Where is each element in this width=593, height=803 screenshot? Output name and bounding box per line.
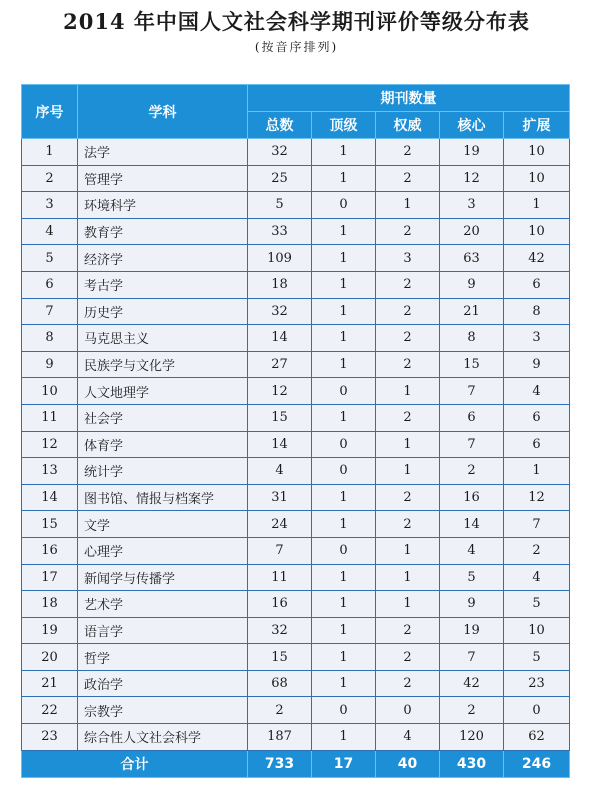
- row-extended: 4: [504, 378, 570, 405]
- row-authority: 2: [376, 484, 440, 511]
- row-extended: 1: [504, 458, 570, 485]
- row-total: 4: [248, 458, 312, 485]
- row-top: 1: [312, 245, 376, 272]
- header-index: 序号: [22, 85, 78, 139]
- row-total: 11: [248, 564, 312, 591]
- row-core: 21: [440, 298, 504, 325]
- row-top: 0: [312, 431, 376, 458]
- row-index: 8: [22, 325, 78, 352]
- row-core: 63: [440, 245, 504, 272]
- header-extended: 扩展: [504, 112, 570, 139]
- row-authority: 0: [376, 697, 440, 724]
- header-authority: 权威: [376, 112, 440, 139]
- row-total: 33: [248, 218, 312, 245]
- row-index: 5: [22, 245, 78, 272]
- row-subject: 教育学: [78, 218, 248, 245]
- row-core: 3: [440, 192, 504, 219]
- row-subject: 哲学: [78, 644, 248, 671]
- row-subject: 民族学与文化学: [78, 351, 248, 378]
- table-footer: [22, 750, 570, 777]
- row-subject: 艺术学: [78, 591, 248, 618]
- row-index: 7: [22, 298, 78, 325]
- table-row: [22, 165, 570, 192]
- row-core: 16: [440, 484, 504, 511]
- row-top: 1: [312, 404, 376, 431]
- row-index: 17: [22, 564, 78, 591]
- row-extended: 12: [504, 484, 570, 511]
- header-journal-count: 期刊数量: [248, 85, 570, 112]
- row-core: 2: [440, 458, 504, 485]
- table-row: [22, 245, 570, 272]
- row-core: 7: [440, 644, 504, 671]
- row-index: 3: [22, 192, 78, 219]
- table-row: [22, 404, 570, 431]
- row-index: 14: [22, 484, 78, 511]
- row-authority: 3: [376, 245, 440, 272]
- row-extended: 23: [504, 670, 570, 697]
- row-total: 32: [248, 298, 312, 325]
- row-index: 10: [22, 378, 78, 405]
- row-core: 9: [440, 271, 504, 298]
- row-total: 109: [248, 245, 312, 272]
- row-authority: 1: [376, 431, 440, 458]
- row-core: 14: [440, 511, 504, 538]
- row-extended: 6: [504, 271, 570, 298]
- row-subject: 文学: [78, 511, 248, 538]
- row-authority: 2: [376, 670, 440, 697]
- row-extended: 4: [504, 564, 570, 591]
- row-total: 14: [248, 431, 312, 458]
- table-row: [22, 724, 570, 751]
- row-extended: 10: [504, 165, 570, 192]
- row-top: 1: [312, 591, 376, 618]
- row-total: 15: [248, 404, 312, 431]
- row-core: 20: [440, 218, 504, 245]
- row-extended: 6: [504, 431, 570, 458]
- row-total: 16: [248, 591, 312, 618]
- row-subject: 体育学: [78, 431, 248, 458]
- row-total: 187: [248, 724, 312, 751]
- row-total: 24: [248, 511, 312, 538]
- row-subject: 综合性人文社会科学: [78, 724, 248, 751]
- table-header: [22, 85, 570, 139]
- table-row: [22, 564, 570, 591]
- table-body: [22, 139, 570, 751]
- row-top: 1: [312, 484, 376, 511]
- row-index: 15: [22, 511, 78, 538]
- row-index: 9: [22, 351, 78, 378]
- row-authority: 1: [376, 378, 440, 405]
- row-total: 25: [248, 165, 312, 192]
- row-core: 7: [440, 431, 504, 458]
- row-extended: 10: [504, 617, 570, 644]
- header-total: 总数: [248, 112, 312, 139]
- row-extended: 0: [504, 697, 570, 724]
- row-core: 19: [440, 139, 504, 166]
- row-index: 22: [22, 697, 78, 724]
- row-authority: 2: [376, 404, 440, 431]
- row-authority: 1: [376, 458, 440, 485]
- row-total: 7: [248, 537, 312, 564]
- row-core: 5: [440, 564, 504, 591]
- table-row: [22, 511, 570, 538]
- header-subject: 学科: [78, 85, 248, 139]
- table-row: [22, 537, 570, 564]
- row-index: 6: [22, 271, 78, 298]
- row-authority: 2: [376, 351, 440, 378]
- row-top: 1: [312, 564, 376, 591]
- row-subject: 语言学: [78, 617, 248, 644]
- row-authority: 2: [376, 325, 440, 352]
- total-total: 733: [248, 750, 312, 777]
- row-top: 1: [312, 165, 376, 192]
- table-row: [22, 670, 570, 697]
- row-index: 18: [22, 591, 78, 618]
- row-subject: 社会学: [78, 404, 248, 431]
- table-row: [22, 325, 570, 352]
- row-authority: 1: [376, 564, 440, 591]
- journal-distribution-table: [21, 84, 570, 778]
- total-core: 430: [440, 750, 504, 777]
- row-total: 18: [248, 271, 312, 298]
- row-authority: 1: [376, 591, 440, 618]
- row-core: 9: [440, 591, 504, 618]
- row-total: 31: [248, 484, 312, 511]
- row-index: 4: [22, 218, 78, 245]
- row-index: 20: [22, 644, 78, 671]
- row-top: 1: [312, 298, 376, 325]
- table-row: [22, 591, 570, 618]
- row-extended: 7: [504, 511, 570, 538]
- row-top: 1: [312, 271, 376, 298]
- row-authority: 2: [376, 271, 440, 298]
- row-top: 0: [312, 192, 376, 219]
- row-subject: 考古学: [78, 271, 248, 298]
- row-top: 1: [312, 218, 376, 245]
- row-top: 0: [312, 458, 376, 485]
- table-row: [22, 378, 570, 405]
- total-authority: 40: [376, 750, 440, 777]
- row-authority: 2: [376, 298, 440, 325]
- row-authority: 2: [376, 139, 440, 166]
- row-extended: 6: [504, 404, 570, 431]
- row-extended: 3: [504, 325, 570, 352]
- row-subject: 经济学: [78, 245, 248, 272]
- row-subject: 统计学: [78, 458, 248, 485]
- row-subject: 人文地理学: [78, 378, 248, 405]
- row-index: 19: [22, 617, 78, 644]
- row-core: 42: [440, 670, 504, 697]
- row-index: 23: [22, 724, 78, 751]
- row-authority: 1: [376, 192, 440, 219]
- row-extended: 10: [504, 139, 570, 166]
- table-row: [22, 431, 570, 458]
- row-subject: 马克思主义: [78, 325, 248, 352]
- row-index: 16: [22, 537, 78, 564]
- row-extended: 8: [504, 298, 570, 325]
- table-row: [22, 697, 570, 724]
- row-authority: 2: [376, 511, 440, 538]
- row-top: 0: [312, 378, 376, 405]
- row-index: 2: [22, 165, 78, 192]
- table-row: [22, 484, 570, 511]
- table-row: [22, 218, 570, 245]
- row-top: 0: [312, 537, 376, 564]
- table-row: [22, 271, 570, 298]
- row-total: 14: [248, 325, 312, 352]
- row-core: 6: [440, 404, 504, 431]
- row-index: 21: [22, 670, 78, 697]
- row-total: 27: [248, 351, 312, 378]
- row-core: 19: [440, 617, 504, 644]
- row-top: 1: [312, 617, 376, 644]
- row-authority: 2: [376, 644, 440, 671]
- row-total: 68: [248, 670, 312, 697]
- table-row: [22, 351, 570, 378]
- row-top: 1: [312, 644, 376, 671]
- table-row: [22, 192, 570, 219]
- row-authority: 2: [376, 617, 440, 644]
- row-index: 11: [22, 404, 78, 431]
- table-row: [22, 617, 570, 644]
- row-subject: 新闻学与传播学: [78, 564, 248, 591]
- row-total: 2: [248, 697, 312, 724]
- row-core: 120: [440, 724, 504, 751]
- total-top: 17: [312, 750, 376, 777]
- row-top: 1: [312, 670, 376, 697]
- row-authority: 2: [376, 218, 440, 245]
- row-core: 7: [440, 378, 504, 405]
- row-total: 5: [248, 192, 312, 219]
- row-subject: 图书馆、情报与档案学: [78, 484, 248, 511]
- total-label: 合计: [22, 750, 248, 777]
- row-index: 13: [22, 458, 78, 485]
- row-extended: 5: [504, 644, 570, 671]
- page-title: 2014 年中国人文社会科学期刊评价等级分布表: [63, 9, 530, 34]
- row-extended: 42: [504, 245, 570, 272]
- row-core: 4: [440, 537, 504, 564]
- row-extended: 9: [504, 351, 570, 378]
- row-total: 32: [248, 617, 312, 644]
- row-subject: 历史学: [78, 298, 248, 325]
- row-core: 12: [440, 165, 504, 192]
- row-core: 15: [440, 351, 504, 378]
- row-authority: 2: [376, 165, 440, 192]
- total-extended: 246: [504, 750, 570, 777]
- table-row: [22, 458, 570, 485]
- row-top: 0: [312, 697, 376, 724]
- row-subject: 法学: [78, 139, 248, 166]
- row-top: 1: [312, 511, 376, 538]
- row-top: 1: [312, 139, 376, 166]
- page-subtitle: (按音序排列): [254, 40, 339, 54]
- row-subject: 环境科学: [78, 192, 248, 219]
- row-extended: 62: [504, 724, 570, 751]
- table-row: [22, 139, 570, 166]
- row-extended: 5: [504, 591, 570, 618]
- row-authority: 1: [376, 537, 440, 564]
- row-extended: 10: [504, 218, 570, 245]
- header-core: 核心: [440, 112, 504, 139]
- row-subject: 宗教学: [78, 697, 248, 724]
- table-row: [22, 644, 570, 671]
- row-core: 2: [440, 697, 504, 724]
- row-subject: 管理学: [78, 165, 248, 192]
- row-top: 1: [312, 325, 376, 352]
- row-total: 15: [248, 644, 312, 671]
- row-core: 8: [440, 325, 504, 352]
- header-top: 顶级: [312, 112, 376, 139]
- table-row: [22, 298, 570, 325]
- row-total: 12: [248, 378, 312, 405]
- row-subject: 心理学: [78, 537, 248, 564]
- row-index: 1: [22, 139, 78, 166]
- row-extended: 2: [504, 537, 570, 564]
- row-total: 32: [248, 139, 312, 166]
- row-extended: 1: [504, 192, 570, 219]
- row-top: 1: [312, 724, 376, 751]
- row-subject: 政治学: [78, 670, 248, 697]
- total-row: [22, 750, 570, 777]
- row-authority: 4: [376, 724, 440, 751]
- row-index: 12: [22, 431, 78, 458]
- row-top: 1: [312, 351, 376, 378]
